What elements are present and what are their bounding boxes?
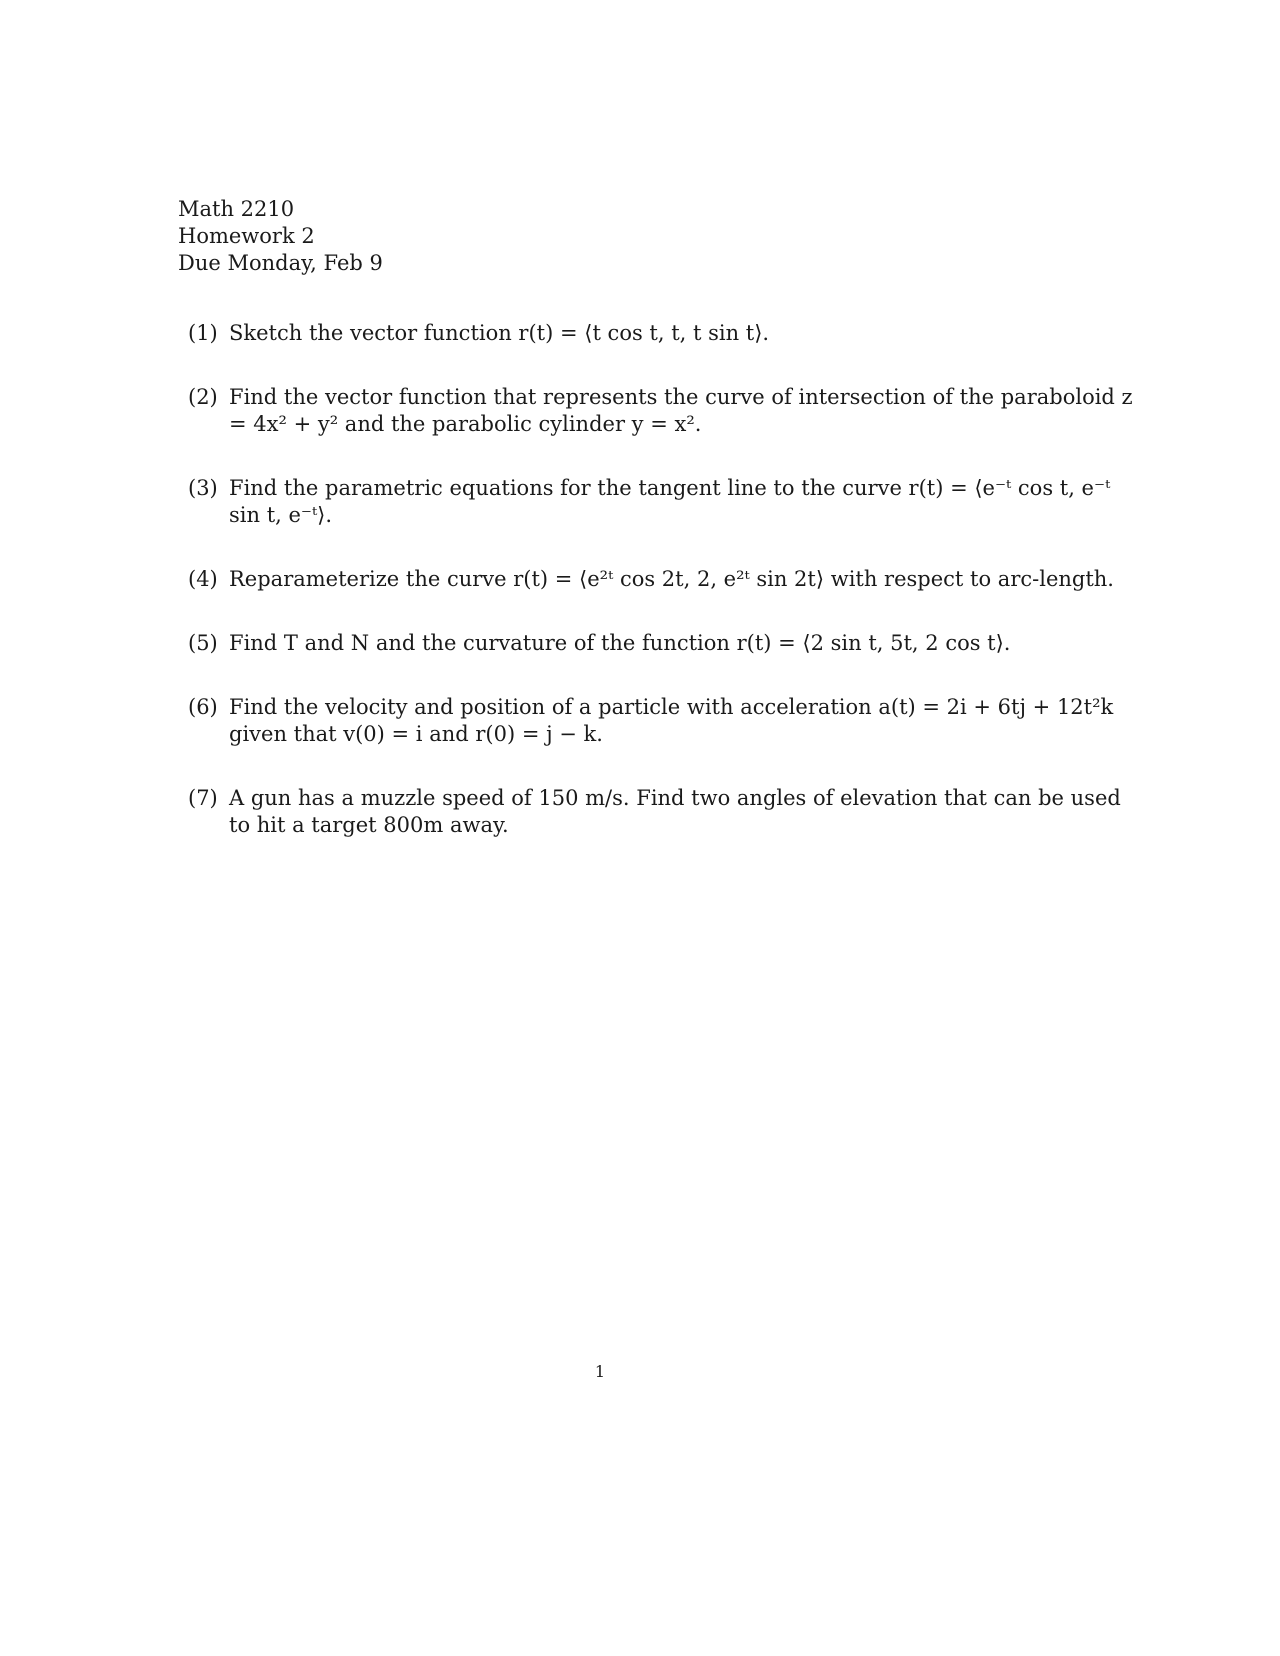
problem-text: A gun has a muzzle speed of 150 m/s. Find two angles of elevation that can be used to hit a target 800m away. (229, 786, 1121, 837)
problem-3 (188, 475, 1138, 529)
header-block (178, 196, 383, 277)
problem-1 (188, 320, 1138, 347)
due-date: Due Monday, Feb 9 (178, 251, 383, 275)
problem-number: (4) (188, 567, 218, 591)
problem-text: Sketch the vector function r(t) = ⟨t cos t, t, t sin t⟩. (229, 321, 770, 345)
problem-5 (188, 630, 1138, 657)
problem-number: (5) (188, 631, 218, 655)
problem-text: Reparameterize the curve r(t) = ⟨e²ᵗ cos 2t, 2, e²ᵗ sin 2t⟩ with respect to arc-length. (229, 567, 1114, 591)
problem-7 (188, 785, 1138, 839)
problem-6 (188, 694, 1138, 748)
problem-number: (3) (188, 476, 218, 500)
assignment-title: Homework 2 (178, 224, 315, 248)
problem-number: (7) (188, 786, 218, 810)
problem-2 (188, 384, 1138, 438)
problem-text: Find the vector function that represents the curve of intersection of the paraboloid z = 4x² + y² and the parabolic cylinder y = x². (229, 385, 1133, 436)
page-number: 1 (594, 1362, 606, 1381)
course-title: Math 2210 (178, 197, 295, 221)
problem-number: (6) (188, 695, 218, 719)
problem-list (188, 320, 1138, 876)
problem-4 (188, 566, 1138, 593)
problem-text: Find the velocity and position of a particle with acceleration a(t) = 2i + 6tj + 12t²k given that v(0) = i and r(0) = j − k. (229, 695, 1114, 746)
problem-text: Find T and N and the curvature of the function r(t) = ⟨2 sin t, 5t, 2 cos t⟩. (229, 631, 1011, 655)
problem-number: (2) (188, 385, 218, 409)
problem-number: (1) (188, 321, 218, 345)
problem-text: Find the parametric equations for the tangent line to the curve r(t) = ⟨e⁻ᵗ cos t, e⁻ᵗ sin t, e⁻ᵗ⟩. (229, 476, 1111, 527)
